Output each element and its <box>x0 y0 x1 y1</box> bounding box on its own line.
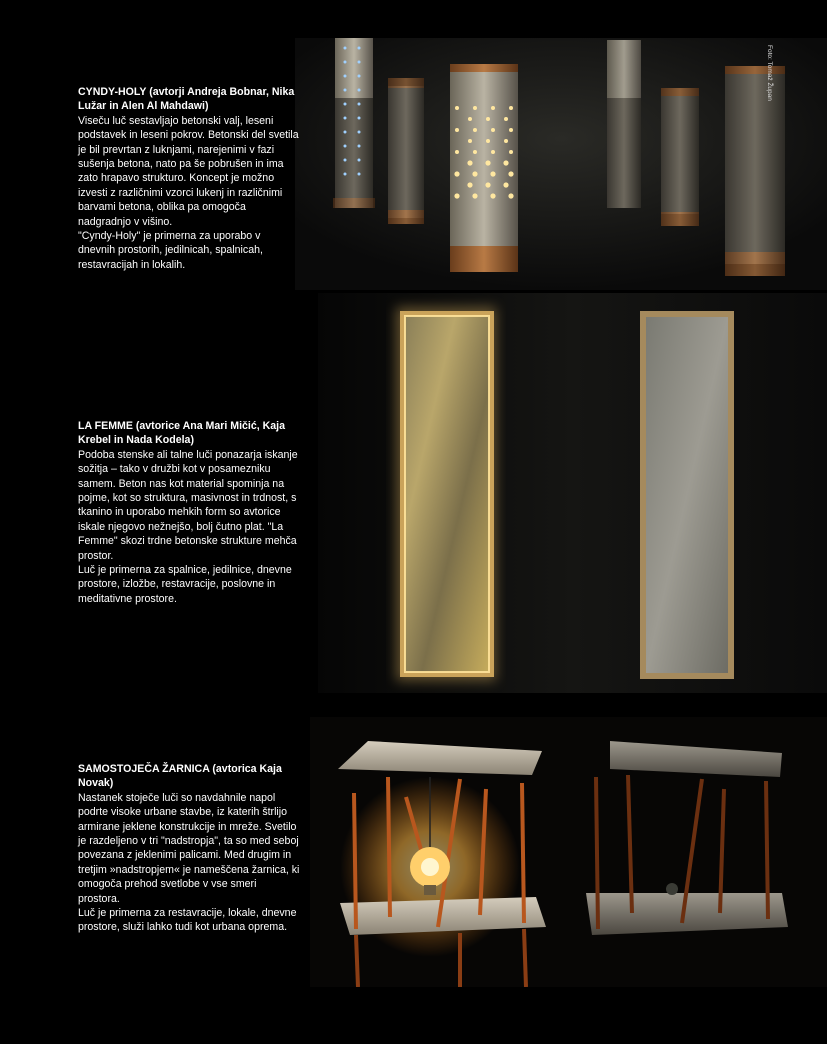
section-la-femme <box>78 419 300 606</box>
light-dot <box>344 89 347 92</box>
light-dot <box>344 61 347 64</box>
light-dot <box>454 171 459 176</box>
light-dot <box>490 193 495 198</box>
light-dot <box>468 139 472 143</box>
light-dot <box>485 182 490 187</box>
light-dot <box>344 131 347 134</box>
section-body: Viseču luč sestavljajo betonski valj, leseni podstavek in leseni pokrov. Betonski del svetila je bil prevrtan z luknjami, narejenimi v fazi sušenja betona, nato pa še pobrušen in ima zato hrapavo strukturo. Koncept je možno izvesti z različnimi vzorci lukenj in različnimi barvami betona, oblika pa omogoča nadgradnjo v višino. "Cyndy-Holy" je primerna za uporabo v dnevnih prostorih, jedilnicah, spalnicah, restavracijah in lokalih. <box>78 114 299 271</box>
light-dot <box>358 173 361 176</box>
light-dot <box>344 173 347 176</box>
light-dot <box>358 61 361 64</box>
photo-cyndy-holy <box>295 38 827 290</box>
light-dot <box>467 160 472 165</box>
light-dot <box>455 128 459 132</box>
section-heading: CYNDY-HOLY (avtorji Andreja Bobnar, Nika Lužar in Alen Al Mahdawi) <box>78 86 295 113</box>
photo-samostojeca-zarnica <box>310 717 827 987</box>
light-dot <box>509 150 513 154</box>
cyndy-holy-illustration <box>295 38 827 290</box>
light-dot <box>344 103 347 106</box>
light-dot <box>358 159 361 162</box>
light-dot <box>503 182 508 187</box>
light-dot <box>358 75 361 78</box>
light-dot <box>490 171 495 176</box>
light-dot <box>454 193 459 198</box>
light-dot <box>358 145 361 148</box>
light-dot <box>472 193 477 198</box>
section-heading: SAMOSTOJEČA ŽARNICA (avtorica Kaja Novak) <box>78 763 282 790</box>
light-dot <box>344 159 347 162</box>
light-dot <box>358 47 361 50</box>
section-cyndy-holy <box>78 85 300 272</box>
light-dot <box>504 117 508 121</box>
light-dot <box>473 150 477 154</box>
light-dot <box>358 131 361 134</box>
light-dot <box>486 117 490 121</box>
light-dot <box>472 171 477 176</box>
photo-la-femme <box>318 293 827 693</box>
light-dot <box>473 128 477 132</box>
section-samostojeca-zarnica <box>78 762 300 935</box>
light-dot <box>467 182 472 187</box>
light-dot <box>455 106 459 110</box>
light-dot <box>491 150 495 154</box>
light-dot <box>358 103 361 106</box>
photo-credit: Foto: Tomaž Župan <box>766 45 773 101</box>
light-dot <box>344 47 347 50</box>
light-dot <box>344 117 347 120</box>
light-dot <box>486 139 490 143</box>
light-dot <box>473 106 477 110</box>
light-dot <box>468 117 472 121</box>
light-dot <box>455 150 459 154</box>
light-dot <box>503 160 508 165</box>
light-dot <box>358 89 361 92</box>
light-dot <box>491 128 495 132</box>
zarnica-illustration <box>310 717 827 987</box>
light-dot <box>509 106 513 110</box>
light-dot <box>344 75 347 78</box>
light-dot <box>358 117 361 120</box>
light-dot <box>508 171 513 176</box>
light-dot <box>491 106 495 110</box>
section-heading: LA FEMME (avtorice Ana Mari Mičić, Kaja Krebel in Nada Kodela) <box>78 420 286 447</box>
section-body: Nastanek stoječe luči so navdahnile napol podrte visoke urbane stavbe, iz katerih štrlijo armirane jeklene konstrukcije in mreže. Svetilo je razdeljeno v tri "nadstropja", ta so med seboj povezana z jeklenimi palicami. Med drugim in tretjim »nadstropjem« je nameščena žarnica, ki omogoča prehod svetlobe v vse smeri prostora. Luč je primerna za restavracije, lokale, dnevne prostore, služi lahko tudi kot urbana oprema. <box>78 791 300 934</box>
light-dot <box>504 139 508 143</box>
section-body: Podoba stenske ali talne luči ponazarja iskanje sožitja – tako v družbi kot v posamezniku samem. Beton nas kot material spominja na pojme, kot so struktura, masivnost in trdnost, s tkanino in uporabo mehkih form so avtorice iskale njegovo nežnejšo, bolj čutno plat. "La Femme" skozi trdne betonske strukture mehča prostor. Luč je primerna za spalnice, jedilnice, dnevne prostore, izložbe, restavracije, poslovne in meditativne prostore. <box>78 448 298 605</box>
light-dot <box>344 145 347 148</box>
light-dot <box>509 128 513 132</box>
light-dot <box>508 193 513 198</box>
light-dot <box>485 160 490 165</box>
la-femme-illustration <box>318 293 827 693</box>
